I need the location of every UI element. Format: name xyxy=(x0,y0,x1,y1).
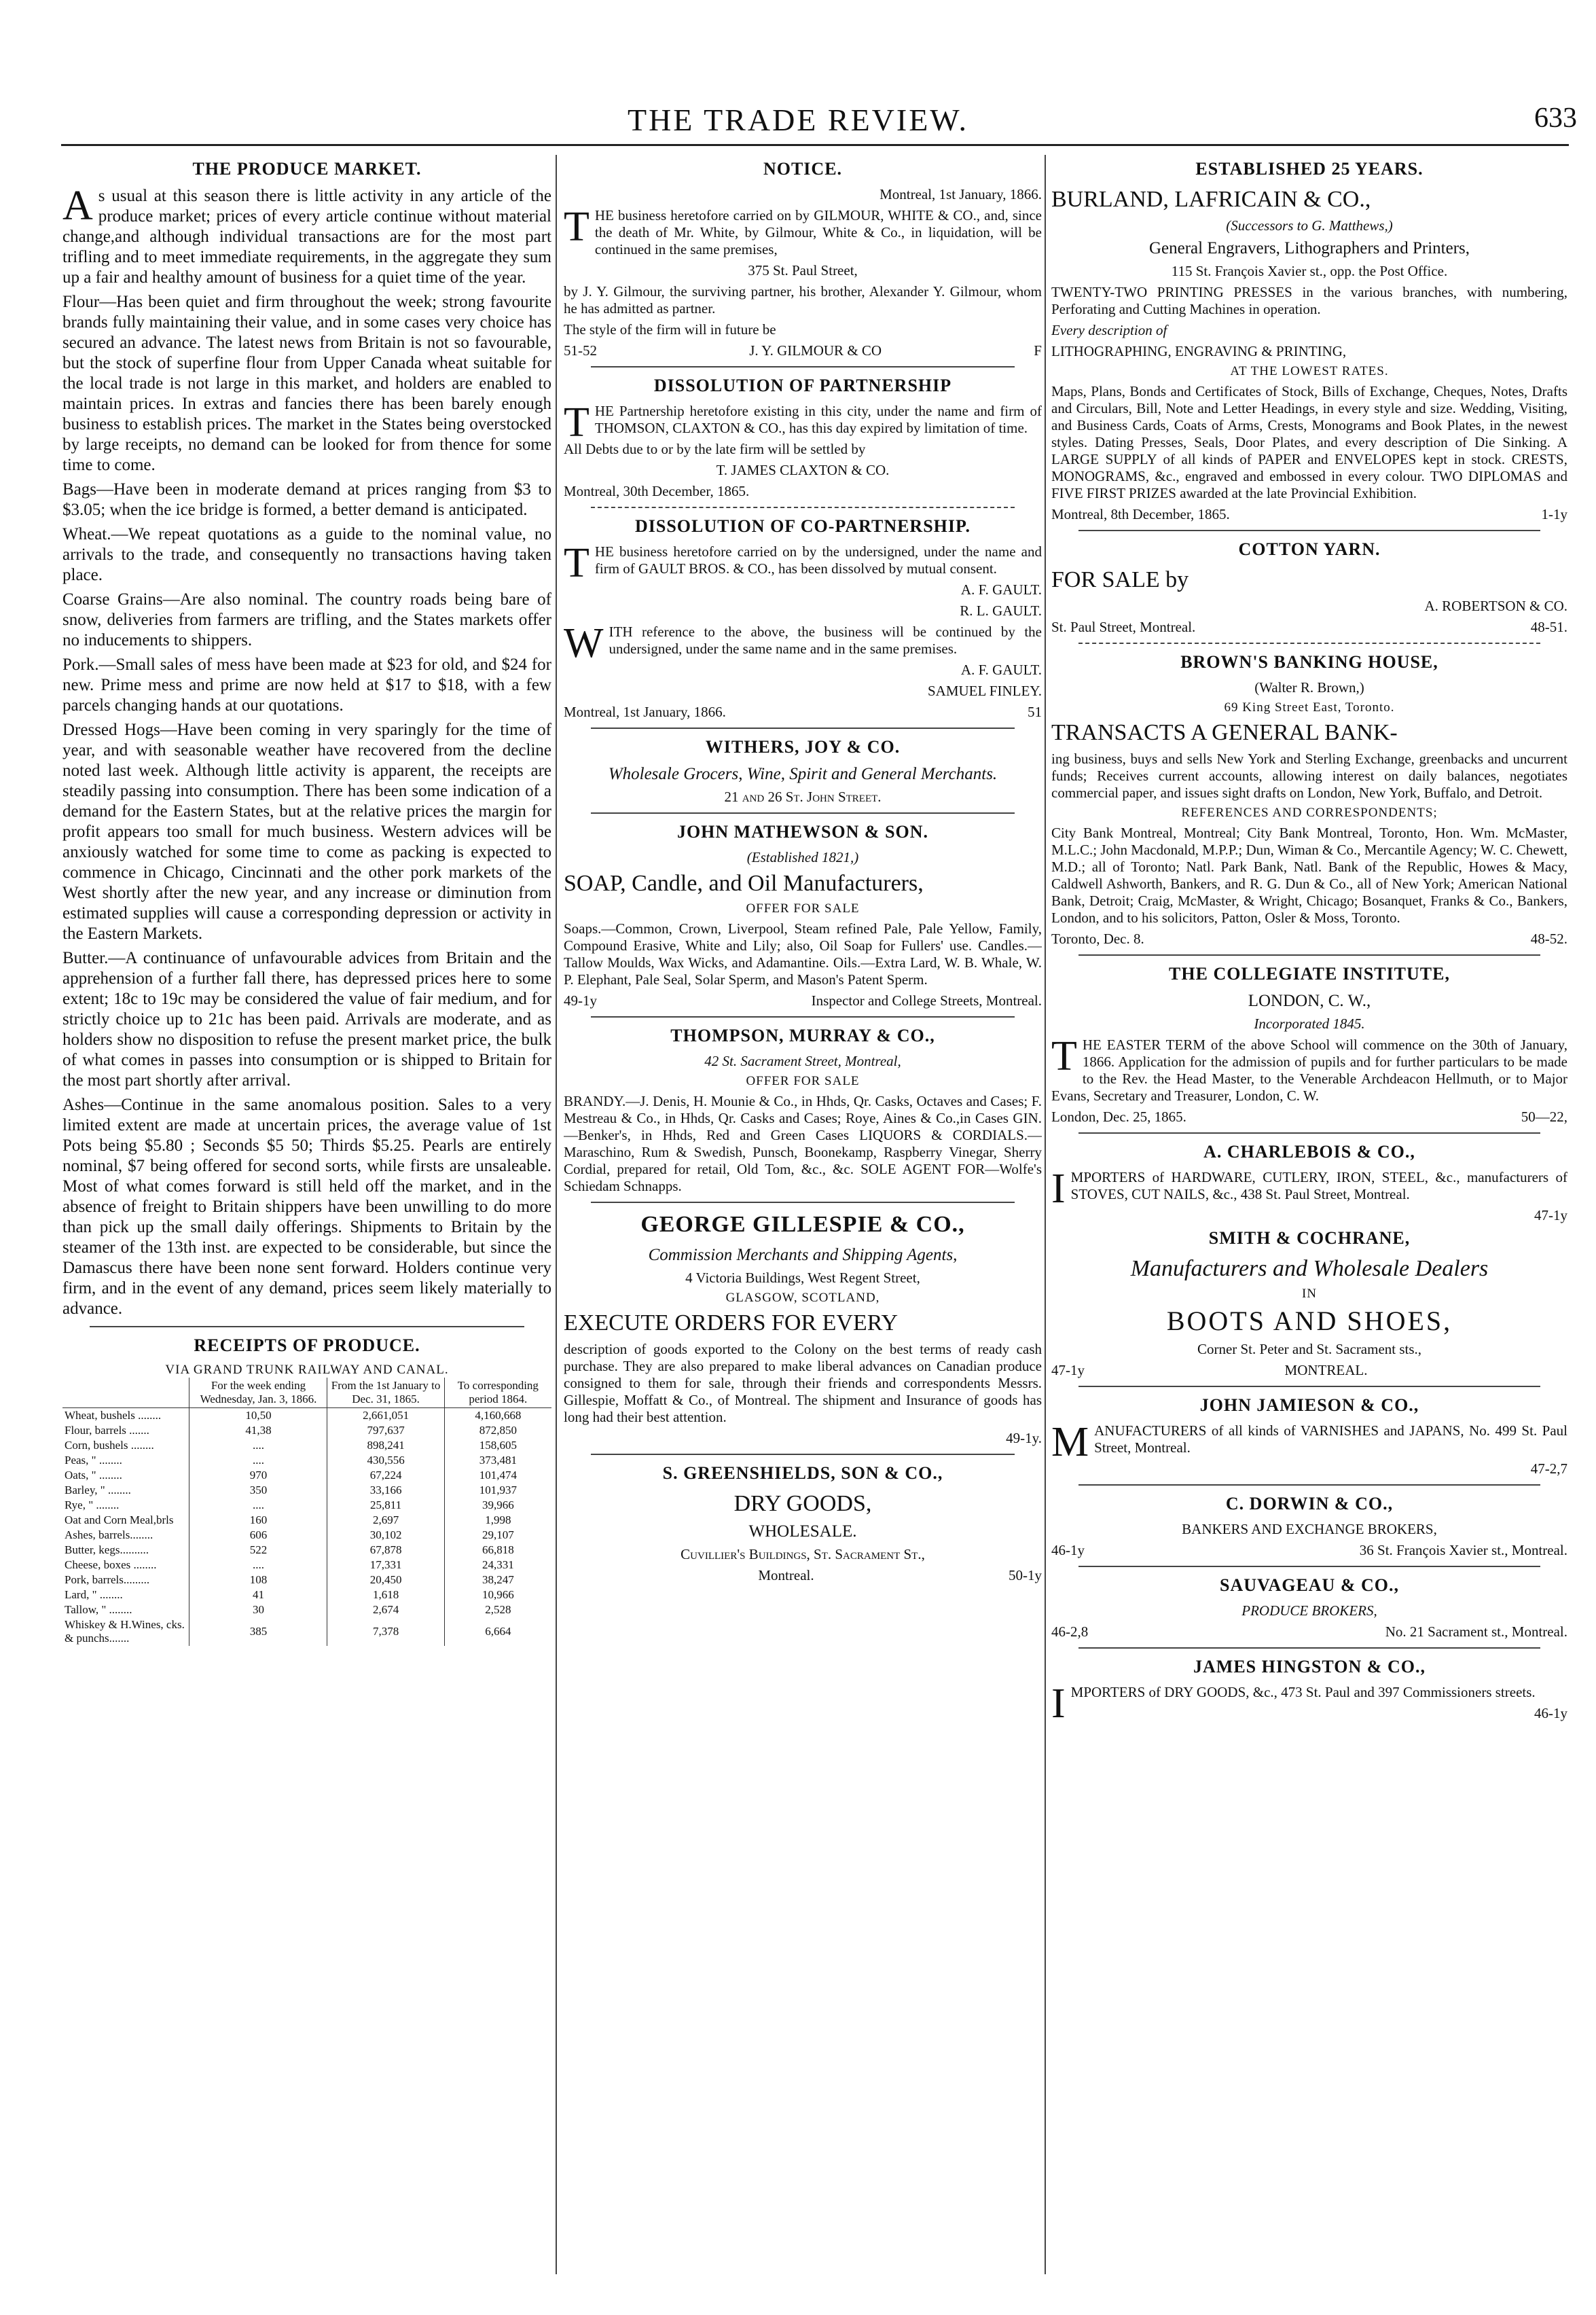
collegiate-body: THE EASTER TERM of the above School will commence on the 30th of January, 1866. Application for the admission of pupils and for further particulars to be made to the Rev. the Head Master, to the Venerable Archdeacon Hellmuth, or to Major Evans, Secretary and Treasurer, London, C. W. xyxy=(1051,1033,1567,1104)
gillespie-code: 49-1y. xyxy=(1006,1430,1042,1446)
mathewson-address: Inspector and College Streets, Montreal. xyxy=(811,992,1042,1009)
smith-sub: Manufacturers and Wholesale Dealers xyxy=(1130,1256,1489,1281)
column-1 xyxy=(62,155,551,1646)
row-label: Butter, kegs.......... xyxy=(65,1543,149,1556)
table-row xyxy=(62,1483,551,1498)
notice-code: 51-52 xyxy=(564,342,597,359)
produce-para: As usual at this season there is little activity in any article of the produce market; prices of every article continue without material change,and although individual transactions are for the most part trifling and to meet immediate requirements, in the aggregate they sum up a fair and healthy amount of business for a quiet time of the year. xyxy=(62,183,551,287)
divider xyxy=(1078,1647,1540,1649)
table-row xyxy=(62,1468,551,1483)
table-cell: 33,166 xyxy=(327,1483,444,1498)
mathewson-body: Soaps.—Common, Crown, Liverpool, Steam refined Pale, Pale Yellow, Family, Compound Erasive, White and Lily; also, Oil Soap for Fullers' use. Candles.—Tallow Moulds, Wax Wicks, and Adamantine. Oils.—Extra Lard, W. B. Whale, W. P. Elephant, Pale Seal, Solar Sperm, and Mason's Patent Sperm. xyxy=(564,920,1042,988)
burland-ad xyxy=(1051,159,1567,523)
table-cell: 6,664 xyxy=(444,1617,551,1646)
column-divider xyxy=(1045,155,1046,2274)
brown-foot xyxy=(1051,931,1567,948)
jamieson-code: 47-2,7 xyxy=(1530,1460,1567,1477)
table-cell: 67,878 xyxy=(327,1543,444,1558)
row-label: Cheese, boxes ........ xyxy=(65,1558,157,1571)
divider xyxy=(1078,530,1540,531)
produce-article xyxy=(62,183,551,1319)
gillespie-address: 4 Victoria Buildings, West Regent Street, xyxy=(685,1270,920,1286)
column-header: For the week ending Wednesday, Jan. 3, 1866. xyxy=(189,1378,327,1408)
table-row xyxy=(62,1528,551,1543)
collegiate-code: 50—22, xyxy=(1521,1109,1567,1125)
dissolution-ad xyxy=(564,376,1042,500)
dorwin-ad xyxy=(1051,1494,1567,1559)
dorwin-code: 46-1y xyxy=(1051,1542,1085,1558)
reference-ad xyxy=(564,620,1042,721)
dorwin-foot xyxy=(1051,1542,1567,1559)
cotton-ad xyxy=(1051,539,1567,636)
divider xyxy=(1078,1484,1540,1486)
collegiate-date: London, Dec. 25, 1865. xyxy=(1051,1109,1186,1125)
sauvageau-foot xyxy=(1051,1623,1567,1640)
divider xyxy=(1078,954,1540,956)
row-label: Peas, " ........ xyxy=(65,1454,122,1467)
notice-code-2: F xyxy=(1034,342,1042,359)
greenshields-ad xyxy=(564,1463,1042,1584)
smith-in: IN xyxy=(1301,1287,1318,1301)
table-cell: 1,618 xyxy=(327,1587,444,1602)
produce-para: Bags—Have been in moderate demand at prices ranging from $3 to $3.05; when the ice bridge is formed, a better demand is anticipated. xyxy=(62,480,551,519)
charlebois-ad xyxy=(1051,1142,1567,1224)
table-cell: 970 xyxy=(189,1468,327,1483)
burland-body-3: LITHOGRAPHING, ENGRAVING & PRINTING, xyxy=(1051,343,1347,359)
table-cell: 67,224 xyxy=(327,1468,444,1483)
hingston-ad xyxy=(1051,1657,1567,1726)
produce-para: Wheat.—We repeat quotations as a guide to the nominal value, no arrivals to the trade, and consequently no transactions having taken place. xyxy=(62,525,551,584)
table-cell: .... xyxy=(189,1453,327,1468)
divider xyxy=(591,1202,1015,1203)
burland-established: ESTABLISHED 25 YEARS. xyxy=(1195,159,1423,179)
thompson-heading: THOMPSON, MURRAY & CO., xyxy=(670,1026,935,1045)
table-row xyxy=(62,1602,551,1617)
burland-sub: General Engravers, Lithographers and Printers, xyxy=(1148,239,1470,257)
collegiate-ad xyxy=(1051,964,1567,1126)
mathewson-offer: OFFER FOR SALE xyxy=(746,901,860,916)
table-cell: 350 xyxy=(189,1483,327,1498)
table-row xyxy=(62,1543,551,1558)
burland-foot xyxy=(1051,506,1567,523)
reference-date: Montreal, 1st January, 1866. xyxy=(564,704,726,720)
column-header: From the 1st January to Dec. 31, 1865. xyxy=(327,1378,444,1408)
table-row xyxy=(62,1438,551,1453)
table-cell: 373,481 xyxy=(444,1453,551,1468)
column-2 xyxy=(564,155,1042,1584)
mathewson-foot xyxy=(564,992,1042,1009)
copartnership-body: THE business heretofore carried on by the undersigned, under the name and firm of GAULT BROS. & CO., has been dissolved by mutual consent. xyxy=(564,540,1042,586)
table-cell: 797,637 xyxy=(327,1423,444,1438)
notice-body: THE business heretofore carried on by GILMOUR, WHITE & CO., and, since the death of Mr. White, by Gilmour, White & Co., in liquidation, will be continued in the same premises, xyxy=(564,204,1042,257)
dissolution-sign: T. JAMES CLAXTON & CO. xyxy=(716,462,890,478)
greenshields-code: 50-1y xyxy=(1008,1567,1042,1583)
greenshields-title: DRY GOODS, xyxy=(733,1491,872,1516)
row-label: Lard, " ........ xyxy=(65,1588,123,1601)
collegiate-foot xyxy=(1051,1109,1567,1126)
mathewson-ad xyxy=(564,822,1042,1009)
hingston-body: IMPORTERS of DRY GOODS, &c., 473 St. Paul and 397 Commissioners streets. xyxy=(1051,1681,1536,1726)
table-row xyxy=(62,1558,551,1573)
table-cell: 7,378 xyxy=(327,1617,444,1646)
table-cell: 25,811 xyxy=(327,1498,444,1513)
header-rule xyxy=(61,144,1569,146)
produce-para: Coarse Grains—Are also nominal. The country roads being bare of snow, deliveries from farmers are trifling, and the States markets offer no inducements to shippers. xyxy=(62,590,551,649)
cotton-title: FOR SALE by xyxy=(1051,567,1189,592)
notice-body-2: by J. Y. Gilmour, the surviving partner, his brother, Alexander Y. Gilmour, whom he has admitted as partner. xyxy=(564,283,1042,317)
thompson-ad xyxy=(564,1026,1042,1195)
table-cell: 158,605 xyxy=(444,1438,551,1453)
table-cell: 24,331 xyxy=(444,1558,551,1573)
reference-sign-2: SAMUEL FINLEY. xyxy=(927,683,1042,699)
burland-title: BURLAND, LAFRICAIN & CO., xyxy=(1051,187,1371,212)
table-cell: .... xyxy=(189,1438,327,1453)
jamieson-ad xyxy=(1051,1395,1567,1477)
table-cell: 160 xyxy=(189,1513,327,1528)
smith-code: 47-1y xyxy=(1051,1362,1085,1378)
column-3 xyxy=(1051,155,1567,1726)
receipts-body xyxy=(62,1408,551,1647)
receipts-subheading: VIA GRAND TRUNK RAILWAY AND CANAL. xyxy=(165,1363,449,1377)
charlebois-code: 47-1y xyxy=(1534,1207,1567,1223)
charlebois-body: IMPORTERS of HARDWARE, CUTLERY, IRON, STEEL, &c., manufacturers of STOVES, CUT NAILS, &c., 438 St. Paul Street, Montreal. xyxy=(1051,1166,1567,1212)
table-row xyxy=(62,1498,551,1513)
brown-heading: BROWN'S BANKING HOUSE, xyxy=(1180,652,1438,672)
divider xyxy=(1078,1566,1540,1567)
table-cell: 20,450 xyxy=(327,1573,444,1587)
gillespie-heading: GEORGE GILLESPIE & CO., xyxy=(640,1212,965,1237)
table-cell: 38,247 xyxy=(444,1573,551,1587)
produce-para: Pork.—Small sales of mess have been made at $23 for old, and $24 for new. Prime mess and prime are now held at $17 to $18, with a few parcels changing hands at our quotations. xyxy=(62,656,551,715)
divider xyxy=(591,366,1015,367)
burland-code: 1-1y xyxy=(1541,506,1567,522)
row-label: Rye, " ........ xyxy=(65,1499,120,1511)
table-row xyxy=(62,1587,551,1602)
brown-ad xyxy=(1051,652,1567,948)
charlebois-heading: A. CHARLEBOIS & CO., xyxy=(1203,1142,1415,1162)
table-cell: 2,697 xyxy=(327,1513,444,1528)
table-row xyxy=(62,1453,551,1468)
row-label: Flour, barrels ....... xyxy=(65,1424,149,1437)
gillespie-ad xyxy=(564,1211,1042,1447)
row-label: Corn, bushels ........ xyxy=(65,1439,154,1452)
burland-body-2: Every description of xyxy=(1051,322,1167,338)
greenshields-city: Montreal. xyxy=(758,1567,814,1583)
table-cell: 2,528 xyxy=(444,1602,551,1617)
divider xyxy=(90,1326,524,1327)
table-cell: 522 xyxy=(189,1543,327,1558)
withers-ad xyxy=(564,737,1042,806)
divider xyxy=(591,728,1015,729)
table-cell: 39,966 xyxy=(444,1498,551,1513)
table-cell: 10,966 xyxy=(444,1587,551,1602)
thompson-address: 42 St. Sacrament Street, Montreal, xyxy=(704,1053,901,1069)
page-header xyxy=(0,102,1596,149)
divider xyxy=(591,1016,1015,1018)
sauvageau-ad xyxy=(1051,1575,1567,1640)
table-header-row xyxy=(62,1378,551,1408)
table-cell: 2,674 xyxy=(327,1602,444,1617)
sauvageau-heading: SAUVAGEAU & CO., xyxy=(1220,1575,1399,1595)
collegiate-city: LONDON, C. W., xyxy=(1248,992,1371,1010)
divider xyxy=(1078,643,1540,644)
thompson-offer: OFFER FOR SALE xyxy=(746,1074,860,1088)
table-cell: 1,998 xyxy=(444,1513,551,1528)
divider xyxy=(1078,1386,1540,1387)
gillespie-body: description of goods exported to the Colony on the best terms of ready cash purchase. They are also prepared to make liberal advances on Canadian produce consigned to them for sale, through their friends and correspondents Messrs. Gillespie, Moffatt & Co., of Montreal. The shipment and Insurance of goods has long had their best attention. xyxy=(564,1341,1042,1425)
table-cell: 17,331 xyxy=(327,1558,444,1573)
produce-heading: THE PRODUCE MARKET. xyxy=(192,159,422,179)
receipts-table xyxy=(62,1378,551,1646)
copartnership-heading: DISSOLUTION OF CO-PARTNERSHIP. xyxy=(634,516,971,536)
burland-address: 115 St. François Xavier st., opp. the Post Office. xyxy=(1171,263,1448,279)
jamieson-heading: JOHN JAMIESON & CO., xyxy=(1199,1395,1419,1415)
row-label: Oat and Corn Meal,brls xyxy=(65,1513,174,1526)
dissolution-body: THE Partnership heretofore existing in this city, under the name and firm of THOMSON, CLAXTON & CO., has this day expired by limitation of time. xyxy=(564,399,1042,446)
table-row xyxy=(62,1513,551,1528)
divider xyxy=(591,507,1015,508)
greenshields-address: Cuvillier's Buildings, St. Sacrament St., xyxy=(681,1546,925,1562)
jamieson-body: MANUFACTURERS of all kinds of VARNISHES and JAPANS, No. 499 St. Paul Street, Montreal. xyxy=(1051,1419,1567,1465)
mathewson-heading: JOHN MATHEWSON & SON. xyxy=(676,822,929,842)
table-cell: 2,661,051 xyxy=(327,1408,444,1424)
brown-date: Toronto, Dec. 8. xyxy=(1051,931,1144,947)
reference-body: WITH reference to the above, the business will be continued by the undersigned, under the same name and in the same premises. xyxy=(564,620,1042,666)
copartnership-sign-2: R. L. GAULT. xyxy=(960,603,1042,619)
cotton-address: St. Paul Street, Montreal. xyxy=(1051,619,1196,635)
copartnership-sign-1: A. F. GAULT. xyxy=(960,581,1042,598)
divider xyxy=(591,1454,1015,1455)
sauvageau-sub: PRODUCE BROKERS, xyxy=(1241,1602,1377,1619)
smith-title: BOOTS AND SHOES, xyxy=(1166,1306,1453,1336)
brown-title: TRANSACTS A GENERAL BANK- xyxy=(1051,720,1398,745)
smith-city: MONTREAL. xyxy=(1284,1362,1368,1378)
row-label: Pork, barrels......... xyxy=(65,1573,150,1586)
burland-body-4: AT THE LOWEST RATES. xyxy=(1230,364,1389,378)
dorwin-sub: BANKERS AND EXCHANGE BROKERS, xyxy=(1182,1521,1437,1537)
table-cell: 385 xyxy=(189,1617,327,1646)
table-cell: 108 xyxy=(189,1573,327,1587)
reference-date-row xyxy=(564,704,1042,721)
mathewson-title: SOAP, Candle, and Oil Manufacturers, xyxy=(564,871,924,896)
table-row xyxy=(62,1573,551,1587)
collegiate-incorporated: Incorporated 1845. xyxy=(1254,1016,1365,1032)
burland-date: Montreal, 8th December, 1865. xyxy=(1051,506,1230,522)
row-label: Wheat, bushels ........ xyxy=(65,1409,162,1422)
hingston-code: 46-1y xyxy=(1534,1705,1567,1721)
row-label: Barley, " ........ xyxy=(65,1484,131,1496)
gillespie-city: GLASGOW, SCOTLAND, xyxy=(725,1291,880,1305)
greenshields-foot xyxy=(564,1567,1042,1584)
dissolution-heading: DISSOLUTION OF PARTNERSHIP xyxy=(653,376,952,395)
table-cell: 898,241 xyxy=(327,1438,444,1453)
greenshields-heading: S. GREENSHIELDS, SON & CO., xyxy=(662,1463,943,1483)
column-header: To corresponding period 1864. xyxy=(444,1378,551,1408)
brown-body: ing business, buys and sells New York and Sterling Exchange, greenbacks and uncurrent funds; Receives current accounts, allowing interest on daily balances, negotiates commercial paper, and issues sight drafts on London, New York, Buffalo, and Detroit. xyxy=(1051,751,1567,801)
table-cell: 29,107 xyxy=(444,1528,551,1543)
brown-body-2: City Bank Montreal, Montreal; City Bank Montreal, Toronto, Hon. Wm. McMaster, M.L.C.; John Macdonald, M.P.P.; Dun, Wiman & Co., Mercantile Agency; W. C. Chewett, M.D.; all of Toronto; Natl. Park Bank, Natl. Bank of the Republic, Howes & Macy, Caldwell Ashworth, Bankers, and R. G. Dun & Co., all of New York; American National Bank, Detroit; Craig, McMaster, & Wright, Chicago; Bosanquet, Franks & Co., Bankers, London, and to his solicitors, Patton, Osler & Moss, Toronto. xyxy=(1051,825,1567,926)
table-cell: 30 xyxy=(189,1602,327,1617)
row-label: Ashes, barrels........ xyxy=(65,1528,153,1541)
reference-code: 51 xyxy=(1028,704,1042,720)
dorwin-heading: C. DORWIN & CO., xyxy=(1225,1494,1394,1513)
sauvageau-address: No. 21 Sacrament st., Montreal. xyxy=(1385,1623,1567,1640)
table-cell: 10,50 xyxy=(189,1408,327,1424)
table-row xyxy=(62,1617,551,1646)
withers-address: 21 and 26 St. John Street. xyxy=(724,789,882,805)
gillespie-title: EXECUTE ORDERS FOR EVERY xyxy=(564,1310,899,1335)
produce-para: Butter.—A continuance of unfavourable advices from Britain and the apprehension of a further fall there, has depressed prices here to some extent; 18c to 19c may be considered the value of fair medium, and for strictly choice up to 21c has been paid. Arrivals are moderate, and as holders show no disposition to refuse the present market price, the bulk of what comes in passes into consumption or is shipped to Britain for the most part shortly after arrival. xyxy=(62,949,551,1090)
burland-successors: (Successors to G. Matthews,) xyxy=(1226,217,1393,234)
table-cell: 872,850 xyxy=(444,1423,551,1438)
table-cell: 66,818 xyxy=(444,1543,551,1558)
table-cell: 606 xyxy=(189,1528,327,1543)
divider xyxy=(591,812,1015,814)
dissolution-date: Montreal, 30th December, 1865. xyxy=(564,483,750,499)
notice-dateline: Montreal, 1st January, 1866. xyxy=(879,186,1042,202)
table-cell: 41,38 xyxy=(189,1423,327,1438)
table-row xyxy=(62,1408,551,1424)
notice-sign-row xyxy=(564,342,1042,359)
table-cell: 4,160,668 xyxy=(444,1408,551,1424)
row-label: Whiskey & H.Wines, cks. & punchs....... xyxy=(65,1618,185,1645)
table-cell: 430,556 xyxy=(327,1453,444,1468)
brown-sub: (Walter R. Brown,) xyxy=(1254,679,1364,696)
hingston-heading: JAMES HINGSTON & CO., xyxy=(1193,1657,1426,1676)
table-cell: .... xyxy=(189,1558,327,1573)
thompson-body: BRANDY.—J. Denis, H. Mounie & Co., in Hhds, Qr. Casks, Octaves and Cases; F. Mestreau & Co., in Hhds, Qr. Casks and Cases; Roye, Aines & Co.,in Cases GIN.—Benker's, in Hhds, Red and Green Cases LIQUORS & CORDIALS.—Maraschino, Rum & Swedish, Punsch, Boonekamp, Raspberry Vinegar, Sherry Cordial, prepared for retail, Old Tom, &c., &c. SOLE AGENT FOR—Wolfe's Schiedam Schnapps. xyxy=(564,1093,1042,1194)
notice-address: 375 St. Paul Street, xyxy=(748,262,858,279)
produce-para: Ashes—Continue in the same anomalous position. Sales to a very limited extent are made at uncertain prices, the average value of 1st Pots being $5.80 ; Seconds $5 50; Thirds $5.25. Pearls are entirely nominal, $7 being offered for second sorts, while firsts are unsaleable. Most of what comes forward is still held off the market, and in the absence of freight to Britain shippers have been unwilling to do more than pick up the small daily offerings. Shipments to Britain by the steamer of the 13th inst. are expected to be considerable, but since the Damascus there have been none sent forward. Holders continue very firm, and in the event of any demand, prices seem likely materially to advance. xyxy=(62,1096,551,1318)
copartnership-ad xyxy=(564,516,1042,620)
notice-heading: NOTICE. xyxy=(763,159,843,179)
produce-para: Dressed Hogs—Have been coming in very sparingly for the time of year, and with seasonable weather have recovered from the decline noted last week. Although little activity is apparent, the receipts are steadily passing into consumption. There has been some indication of a demand for the Eastern States, but at the relative prices the margin for profit appears too small for much business. Western advices will be anxiously watched for some time to come as packing is expected to commence in Chicago, Cincinnati and the other pork markets of the West shortly after the new year, and any increase or diminution from estimated supplies will cause a corresponding depression or activity in the Eastern Markets. xyxy=(62,721,551,943)
sauvageau-code: 46-2,8 xyxy=(1051,1623,1089,1640)
burland-body-1: TWENTY-TWO PRINTING PRESSES in the various branches, with numbering, Perforating and Cutting Machines in operation. xyxy=(1051,284,1567,317)
table-cell: 41 xyxy=(189,1587,327,1602)
column-divider xyxy=(556,155,557,2274)
smith-address: Corner St. Peter and St. Sacrament sts., xyxy=(1197,1341,1422,1357)
reference-sign-1: A. F. GAULT. xyxy=(960,662,1042,678)
notice-firm: J. Y. GILMOUR & CO xyxy=(749,342,882,359)
brown-address: 69 King Street East, Toronto. xyxy=(1224,700,1395,715)
cotton-foot xyxy=(1051,619,1567,636)
dorwin-address: 36 St. François Xavier st., Montreal. xyxy=(1359,1542,1567,1558)
notice-ad xyxy=(564,159,1042,359)
table-cell: .... xyxy=(189,1498,327,1513)
gillespie-sub: Commission Merchants and Shipping Agents, xyxy=(648,1246,958,1264)
page-number: 633 xyxy=(1534,103,1577,134)
cotton-code: 48-51. xyxy=(1530,619,1567,635)
receipts-heading: RECEIPTS OF PRODUCE. xyxy=(194,1335,420,1355)
burland-body-5: Maps, Plans, Bonds and Certificates of Stock, Bills of Exchange, Cheques, Notes, Drafts and Circulars, Bill, Note and Letter Headings, in every style and size. Wedding, Visiting, and Business Cards, Coats of Arms, Crests, Monograms and Book Plates, in the newest styles. Dating Presses, Seals, Door Plates, and every description of Die Sinking. A LARGE SUPPLY of all kinds of PAPER and ENVELOPES kept in stock. CRESTS, MONOGRAMS, &c., engraved and embossed in every colour. TWO DIPLOMAS and FIVE FIRST PRIZES awarded at the late Provincial Exhibition. xyxy=(1051,383,1567,501)
table-cell: 30,102 xyxy=(327,1528,444,1543)
brown-code: 48-52. xyxy=(1530,931,1567,947)
dissolution-body-2: All Debts due to or by the late firm will be settled by xyxy=(564,441,866,457)
smith-ad xyxy=(1051,1228,1567,1379)
row-label: Tallow, " ........ xyxy=(65,1603,132,1616)
cotton-heading: COTTON YARN. xyxy=(1238,539,1381,559)
table-cell: 101,474 xyxy=(444,1468,551,1483)
row-label: Oats, " ........ xyxy=(65,1469,122,1482)
mathewson-established: (Established 1821,) xyxy=(746,849,859,865)
withers-sub: Wholesale Grocers, Wine, Spirit and General Merchants. xyxy=(608,765,998,783)
divider xyxy=(1078,1132,1540,1134)
notice-body-3: The style of the firm will in future be xyxy=(564,321,776,338)
withers-heading: WITHERS, JOY & CO. xyxy=(705,737,901,757)
page-title: THE TRADE REVIEW. xyxy=(627,103,968,137)
greenshields-sub: WHOLESALE. xyxy=(748,1522,857,1541)
brown-references: REFERENCES AND CORRESPONDENTS; xyxy=(1181,806,1438,820)
collegiate-heading: THE COLLEGIATE INSTITUTE, xyxy=(1169,964,1450,984)
table-row xyxy=(62,1423,551,1438)
smith-heading: SMITH & COCHRANE, xyxy=(1208,1228,1411,1248)
table-cell: 101,937 xyxy=(444,1483,551,1498)
mathewson-code: 49-1y xyxy=(564,992,597,1009)
smith-foot xyxy=(1051,1362,1567,1379)
produce-para: Flour—Has been quiet and firm throughout the week; strong favourite brands fully maintaining their value, and in some cases very choice has secured an advance. The latest news from Britain is not so favourable, but the stock of superfine flour from Upper Canada wheat suitable for the local trade is not large in this market, and holders are enabled to maintain prices. In extras and fancies there has been barely enough business to establish prices. The market in the States being overstocked by large receipts, no demand can be looked for from thence for some time to come. xyxy=(62,293,551,474)
cotton-sign: A. ROBERTSON & CO. xyxy=(1424,598,1567,614)
